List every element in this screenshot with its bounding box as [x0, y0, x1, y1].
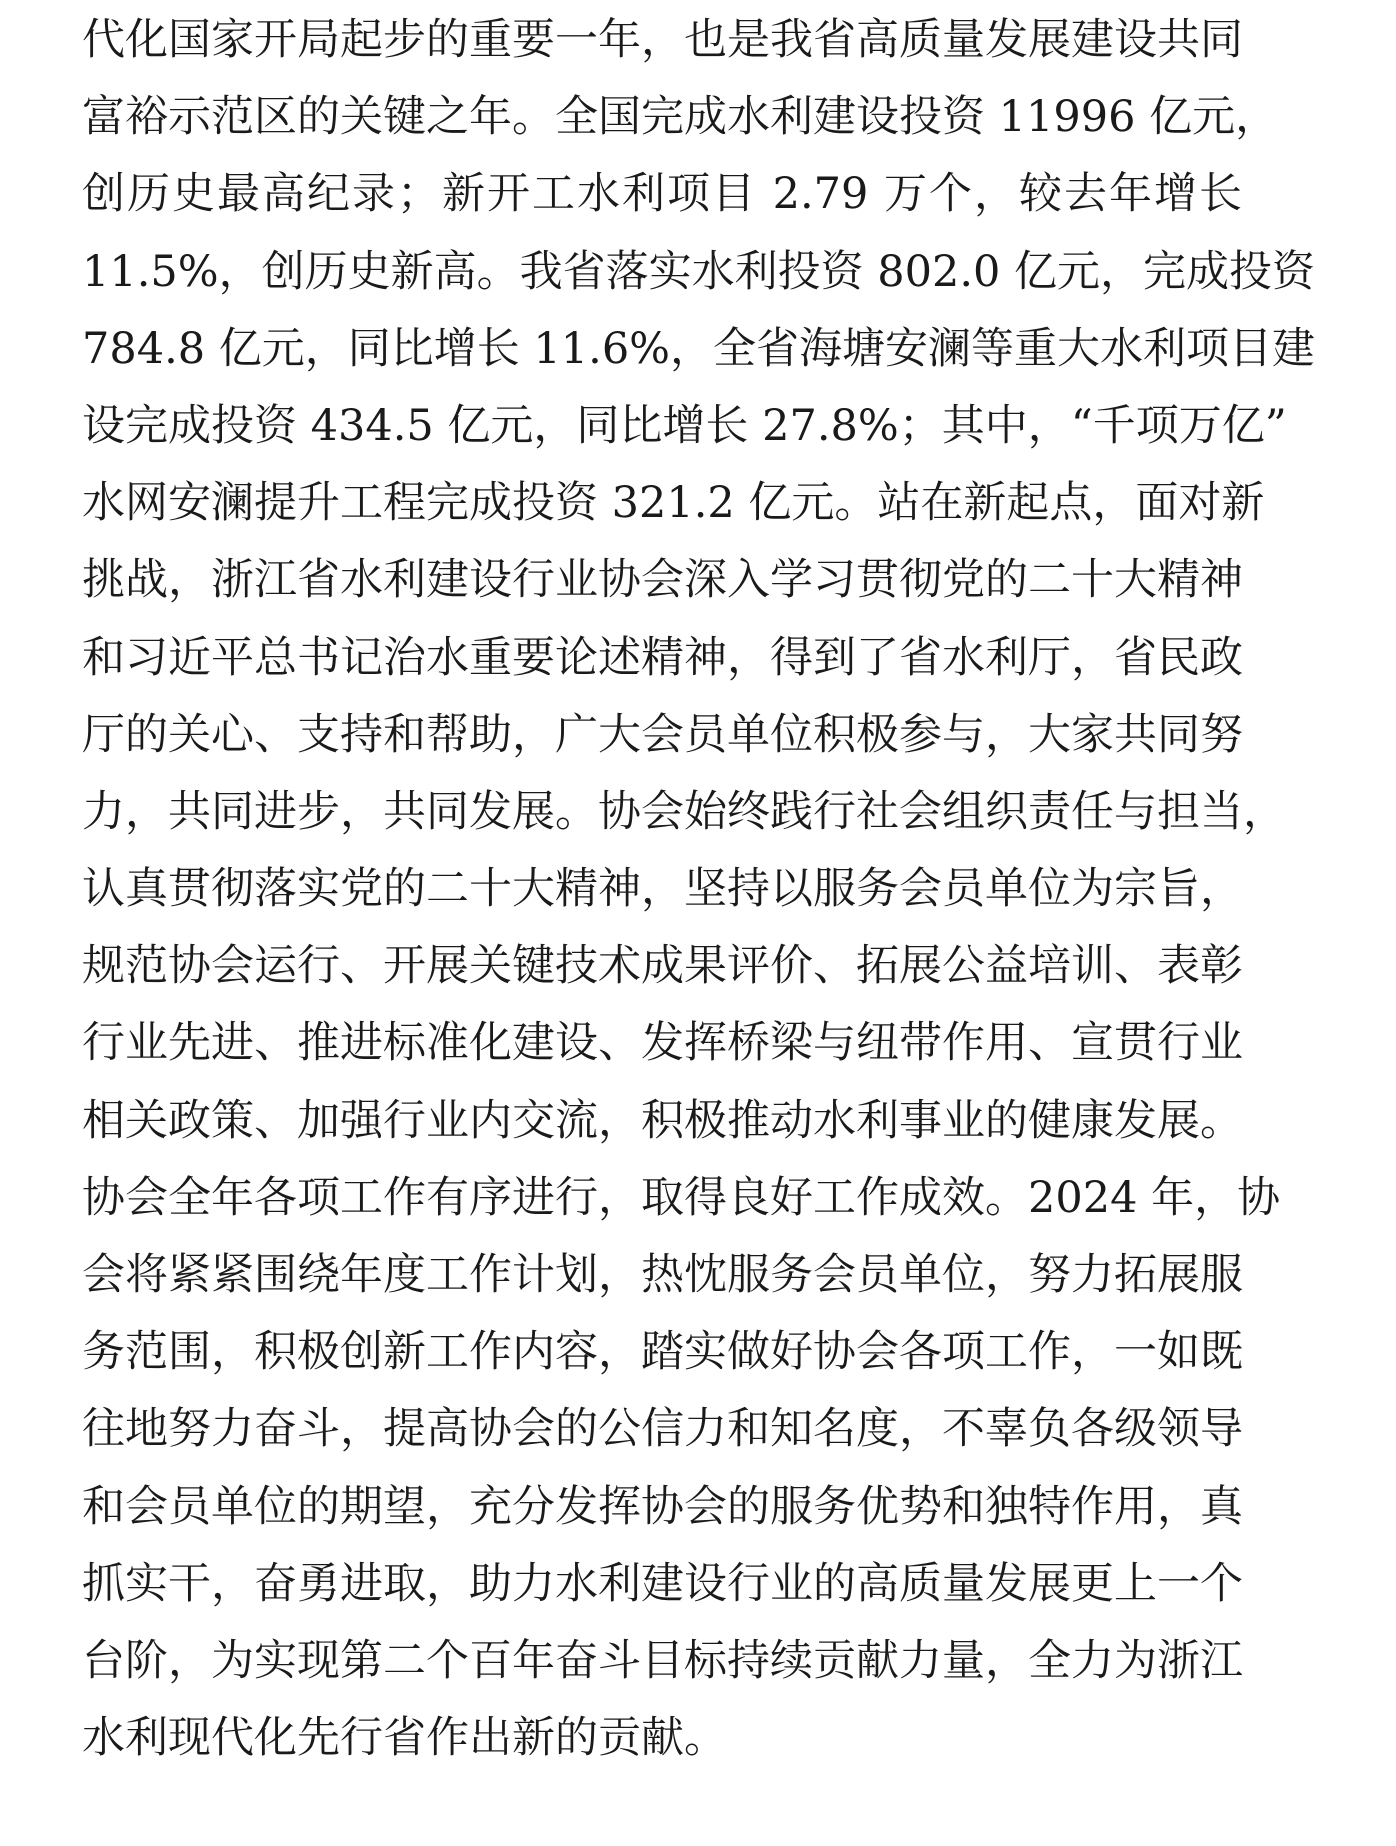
text-line-12: 认真贯彻落实党的二十大精神，坚持以服务会员单位为宗旨，	[82, 864, 1243, 915]
text-line-4: 11.5%，创历史新高。我省落实水利投资 802.0 亿元，完成投资	[82, 246, 1316, 297]
text-line-3: 创历史最高纪录；新开工水利项目 2.79 万个，较去年增长	[82, 169, 1242, 220]
text-line-14: 行业先进、推进标准化建设、发挥桥梁与纽带作用、宣贯行业	[82, 1018, 1243, 1069]
text-line-22: 台阶，为实现第二个百年奋斗目标持续贡献力量，全力为浙江	[82, 1635, 1243, 1686]
text-line-20: 和会员单位的期望，充分发挥协会的服务优势和独特作用，真	[82, 1481, 1243, 1532]
text-line-15: 相关政策、加强行业内交流，积极推动水利事业的健康发展。	[82, 1095, 1243, 1146]
text-line-18: 务范围，积极创新工作内容，踏实做好协会各项工作，一如既	[82, 1327, 1243, 1378]
text-line-8: 挑战，浙江省水利建设行业协会深入学习贯彻党的二十大精神	[82, 555, 1243, 606]
text-line-23: 水利现代化先行省作出新的贡献。	[82, 1713, 727, 1764]
text-line-2: 富裕示范区的关键之年。全国完成水利建设投资 11996 亿元，	[82, 92, 1279, 143]
text-line-19: 往地努力奋斗，提高协会的公信力和知名度，不辜负各级领导	[82, 1404, 1243, 1455]
text-line-6: 设完成投资 434.5 亿元，同比增长 27.8%；其中，“千项万亿”	[82, 400, 1287, 451]
text-line-10: 厅的关心、支持和帮助，广大会员单位积极参与，大家共同努	[82, 709, 1243, 760]
body-paragraph	[82, 2, 1316, 1777]
text-line-9: 和习近平总书记治水重要论述精神，得到了省水利厅，省民政	[82, 632, 1243, 683]
text-line-11: 力，共同进步，共同发展。协会始终践行社会组织责任与担当，	[82, 786, 1286, 837]
text-line-16: 协会全年各项工作有序进行，取得良好工作成效。2024 年，协	[82, 1172, 1281, 1223]
text-line-1: 代化国家开局起步的重要一年，也是我省高质量发展建设共同	[82, 15, 1243, 65]
text-line-7: 水网安澜提升工程完成投资 321.2 亿元。站在新起点，面对新	[82, 478, 1265, 529]
text-line-13: 规范协会运行、开展关键技术成果评价、拓展公益培训、表彰	[82, 941, 1243, 992]
text-line-5: 784.8 亿元，同比增长 11.6%，全省海塘安澜等重大水利项目建	[82, 323, 1316, 374]
text-line-21: 抓实干，奋勇进取，助力水利建设行业的高质量发展更上一个	[82, 1558, 1243, 1609]
text-line-17: 会将紧紧围绕年度工作计划，热忱服务会员单位，努力拓展服	[82, 1250, 1243, 1300]
